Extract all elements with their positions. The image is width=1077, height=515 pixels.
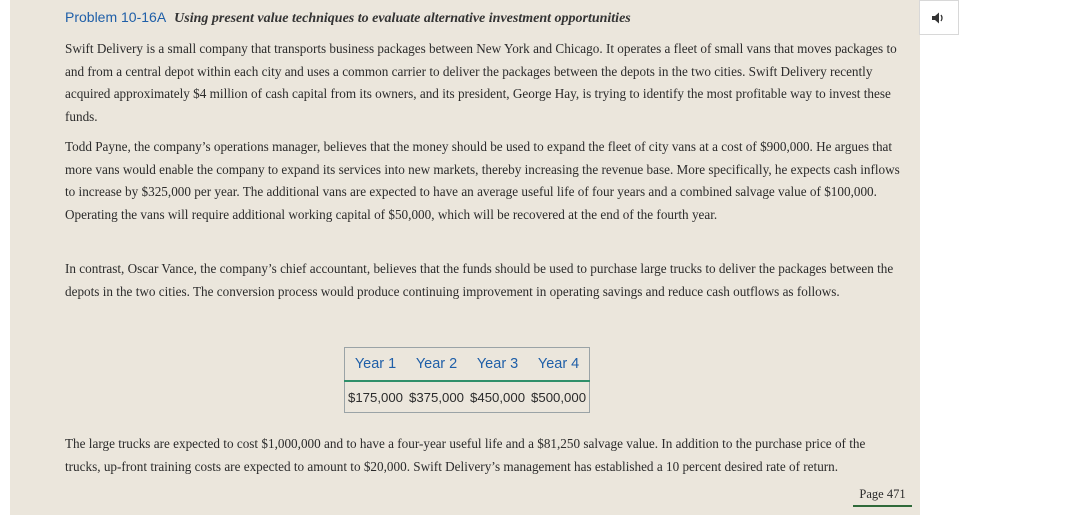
table-cell: $175,000 [348,389,404,405]
paragraph-vans-proposal: Todd Payne, the company’s operations manager, believes that the money should be used to expand the fleet of city vans at a cost of $900,000. He argues that more vans would enable the company to expand its services into new markets, thereby increasing the revenue base. More specifically, he expects cash inflows to increase by $325,000 per year. The additional vans are expected to have an average useful life of four years and a combined salvage value of $100,000. Operating the vans will require additional working capital of $50,000, which will be recovered at the end of the fourth year. [65,139,900,223]
paragraph-trucks-proposal: In contrast, Oscar Vance, the company’s chief accountant, believes that the funds should be used to purchase large trucks to deliver the packages between the depots in the two cities. The conversion process would produce continuing improvement in operating savings and reduce cash outflows as follows. [65,261,894,299]
paragraph-company-background: Swift Delivery is a small company that transports business packages between New York and Chicago. It operates a fleet of small vans that moves packages to and from a central depot within each city and uses a common carrier to deliver the packages between the depots in the two cities. Swift Delivery recently acquired approximately $4 million of cash capital from its owners, and its president, George Hay, is trying to identify the most profitable way to invest these funds. [65,41,897,125]
problem-number: Problem 10-16A [65,9,167,25]
table-header-cell: Year 2 [406,348,467,382]
problem-title [65,9,631,27]
page-number-label: Page 471 [853,483,912,507]
problem-subtitle: Using present value techniques to evaluate alternative investment opportunities [174,11,631,26]
audio-button[interactable] [919,0,959,35]
table-cell: $375,000 [409,389,465,405]
table-header-cell: Year 4 [528,348,590,382]
table-cell: $450,000 [470,389,526,405]
speaker-icon [932,12,946,24]
table-row [345,381,590,413]
table-header-cell: Year 1 [345,348,407,382]
paragraph-trucks-cost: The large trucks are expected to cost $1,000,000 and to have a four-year useful life and a $81,250 salvage value. In addition to the purchase price of the trucks, up-front training costs are expected to amount to $20,000. Swift Delivery’s management has established a 10 percent desired rate of return. [65,436,866,474]
table-cell: $500,000 [531,389,587,405]
table-header-cell: Year 3 [467,348,528,382]
table-header-row [345,348,590,382]
cash-savings-table [344,347,590,413]
